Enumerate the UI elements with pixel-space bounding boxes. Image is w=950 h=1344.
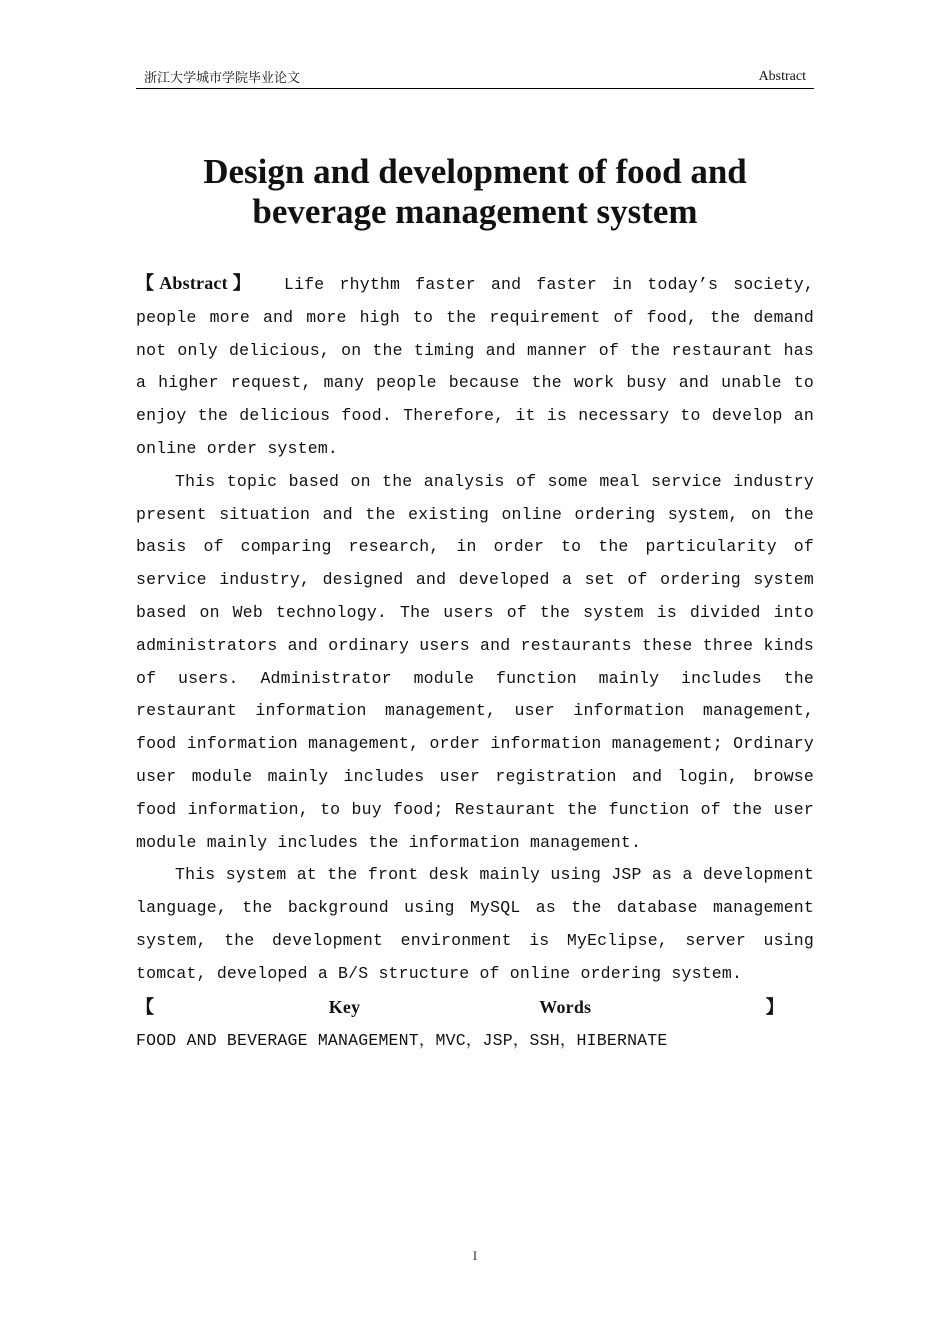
- keywords-label: 【Key Words】: [136, 996, 784, 1017]
- abstract-p1-text: Life rhythm faster and faster in today’s society, people more and more high to the requirement of food, the demand not only delicious, on the timing and manner of the restaurant has a higher request, many people because the work busy and unable to enjoy the delicious food. Therefore, it is necessary to develop an online order system.: [136, 275, 815, 458]
- abstract-label: 【Abstract】: [136, 273, 256, 293]
- page-number: I: [472, 1248, 478, 1263]
- header-university: 浙江大学城市学院毕业论文: [144, 71, 301, 86]
- keywords-value: FOOD AND BEVERAGE MANAGEMENT，MVC，JSP，SSH，HIBERNATE: [136, 1031, 668, 1051]
- title-line-2: beverage management system: [252, 192, 698, 231]
- keywords-line: [136, 991, 814, 1059]
- paper-title: [136, 152, 814, 232]
- header-section: Abstract: [758, 69, 806, 84]
- page-header: [136, 64, 814, 89]
- title-line-1: Design and development of food and: [203, 152, 747, 191]
- abstract-paragraph-1: [136, 267, 814, 466]
- abstract-paragraph-3: This system at the front desk mainly using JSP as a development language, the background using MySQL as the database management system, the development environment is MyEclipse, server using tomcat, developed a B/S structure of online ordering system.: [136, 865, 814, 983]
- abstract-paragraph-2: This topic based on the analysis of some meal service industry present situation and the existing online ordering system, on the basis of comparing research, in order to the particularity of service industry, designed and developed a set of ordering system based on Web technology. The users of the system is divided into administrators and ordinary users and restaurants these three kinds of users. Administrator module function mainly includes the restaurant information management, user information management, food information management, order information management; Ordinary user module mainly includes user registration and login, browse food information, to buy food; Restaurant the function of the user module mainly includes the information management.: [136, 471, 814, 852]
- abstract-body: [136, 267, 814, 1058]
